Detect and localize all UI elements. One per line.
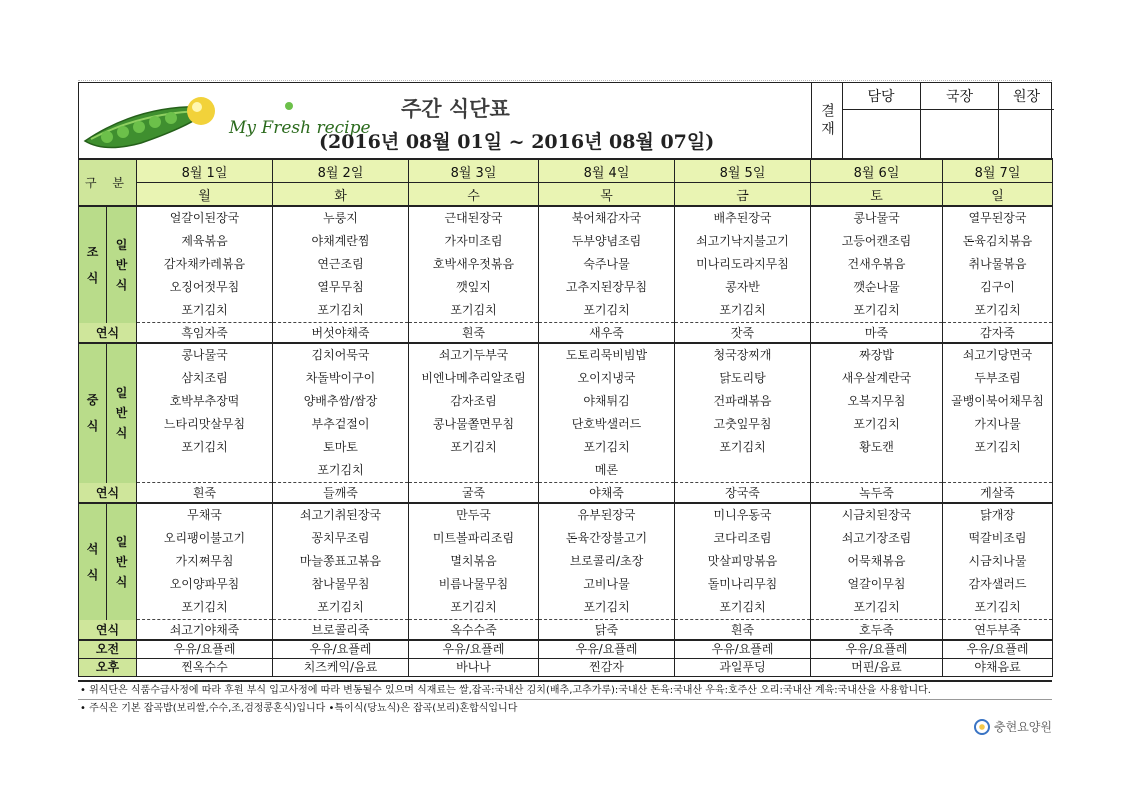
soft-diet-cell: 흰죽 [675,620,811,641]
day-date: 8월 7일 [943,159,1053,183]
menu-cell: 골뱅이북어채무침 [943,390,1053,413]
menu-cell: 청국장찌개 [675,343,811,367]
snack-cell: 우유/요플레 [943,640,1053,659]
menu-cell: 쇠고기당면국 [943,343,1053,367]
menu-cell: 포기김치 [409,299,539,323]
footer-logo [974,718,1052,735]
menu-cell: 고추지된장무침 [539,276,675,299]
breakfast-menu-row [79,253,1053,276]
lunch-menu-row [79,390,1053,413]
menu-cell [675,459,811,483]
menu-cell: 가자미조림 [409,230,539,253]
menu-cell: 포기김치 [943,436,1053,459]
day-date: 8월 5일 [675,159,811,183]
dinner-soft-row [79,620,1053,641]
section-label-char: 석 [86,541,99,556]
menu-cell: 포기김치 [137,596,273,620]
soft-diet-cell: 녹두죽 [811,483,943,504]
menu-cell: 고등어캔조림 [811,230,943,253]
day-weekday: 일 [943,183,1053,207]
menu-cell: 깻순나물 [811,276,943,299]
note-ingredients: • 위식단은 식품수급사정에 따라 후원 부식 입고사정에 따라 변동될수 있으며 식재료는 쌀,잡곡:국내산 김치(배추,고추가루):국내산 돈육:국내산 우육:호주산 오리:국내산 계육:국내산을 사용합니다. [78,682,1052,700]
menu-cell [811,459,943,483]
menu-cell: 포기김치 [811,596,943,620]
lunch-menu-row [79,413,1053,436]
menu-cell: 돌미나리무침 [675,573,811,596]
menu-cell: 포기김치 [409,596,539,620]
menu-cell: 미나리도라지무침 [675,253,811,276]
approval-label [812,83,843,159]
approval-label-text: 결재 [819,103,835,139]
menu-cell: 짜장밥 [811,343,943,367]
menu-cell: 유부된장국 [539,503,675,527]
soft-diet-cell: 흰죽 [409,323,539,344]
menu-cell: 콩나물쫄면무침 [409,413,539,436]
menu-cell: 쇠고기취된장국 [273,503,409,527]
soft-diet-cell: 굴죽 [409,483,539,504]
sub-label-char: 식 [115,277,128,292]
lunch-sub-label [107,343,137,483]
menu-period: (2016년 08월 01일 ~ 2016년 08월 07일) [319,131,715,153]
sub-label-char: 일 [115,534,128,549]
day-date: 8월 4일 [539,159,675,183]
snack-cell: 우유/요플레 [273,640,409,659]
dinner-section-label [79,503,107,620]
menu-cell: 포기김치 [675,596,811,620]
lunch-menu-row [79,459,1053,483]
menu-cell [409,459,539,483]
menu-cell [943,459,1053,483]
sub-label-char: 반 [115,554,128,569]
menu-cell: 미트볼파리조림 [409,527,539,550]
soft-diet-cell: 들깨죽 [273,483,409,504]
snack-cell: 우유/요플레 [539,640,675,659]
breakfast-section-label [79,206,107,323]
soft-diet-cell: 게살죽 [943,483,1053,504]
menu-cell: 고비나물 [539,573,675,596]
menu-cell: 브로콜리/초장 [539,550,675,573]
snack-cell: 찐옥수수 [137,659,273,677]
menu-cell: 비엔나메추리알조림 [409,367,539,390]
notes [78,680,1052,734]
date-row [79,159,1053,183]
menu-sheet [78,82,1052,734]
approval-box [811,83,1054,159]
soft-diet-cell: 닭죽 [539,620,675,641]
menu-cell: 가지쪄무침 [137,550,273,573]
menu-cell: 비름나물무침 [409,573,539,596]
menu-cell: 마늘쫑표고볶음 [273,550,409,573]
menu-cell: 코다리조림 [675,527,811,550]
menu-cell: 포기김치 [137,299,273,323]
menu-cell: 꽁치무조림 [273,527,409,550]
menu-cell: 쇠고기장조림 [811,527,943,550]
menu-cell: 새우살계란국 [811,367,943,390]
dinner-menu-row [79,573,1053,596]
menu-cell: 가지나물 [943,413,1053,436]
soft-diet-cell: 잣죽 [675,323,811,344]
menu-cell: 포기김치 [273,299,409,323]
menu-cell: 깻잎지 [409,276,539,299]
sheet-header [78,82,1052,158]
menu-cell: 포기김치 [539,596,675,620]
menu-cell: 두부조림 [943,367,1053,390]
soft-diet-cell: 브로콜리죽 [273,620,409,641]
section-label-char: 식 [86,270,99,285]
menu-cell: 미니우동국 [675,503,811,527]
day-weekday: 화 [273,183,409,207]
day-date: 8월 3일 [409,159,539,183]
approval-role: 담당 [842,83,920,110]
menu-cell: 두부양념조림 [539,230,675,253]
menu-cell: 포기김치 [943,299,1053,323]
menu-cell: 누룽지 [273,206,409,230]
menu-cell: 포기김치 [943,596,1053,620]
snack-cell: 치즈케익/음료 [273,659,409,677]
am_snack-row [79,640,1053,659]
menu-cell: 제육볶음 [137,230,273,253]
menu-cell: 숙주나물 [539,253,675,276]
menu-cell: 포기김치 [675,436,811,459]
menu-cell: 오이지냉국 [539,367,675,390]
snack-cell: 바나나 [409,659,539,677]
section-label-char: 식 [86,419,99,434]
soft-diet-cell: 새우죽 [539,323,675,344]
day-date: 8월 1일 [137,159,273,183]
menu-cell: 포기김치 [811,299,943,323]
menu-cell [137,459,273,483]
day-weekday: 토 [811,183,943,207]
menu-cell: 근대된장국 [409,206,539,230]
snack-cell: 야채음료 [943,659,1053,677]
sub-label-char: 반 [115,406,128,421]
menu-cell: 취나물볶음 [943,253,1053,276]
lunch-section-label [79,343,107,483]
sub-label-char: 일 [115,237,128,252]
snack-cell: 찐감자 [539,659,675,677]
menu-cell: 쇠고기낙지불고기 [675,230,811,253]
menu-cell: 돈육김치볶음 [943,230,1053,253]
menu-cell: 김치어묵국 [273,343,409,367]
menu-cell: 부추겉절이 [273,413,409,436]
menu-cell: 양배추쌈/쌈장 [273,390,409,413]
lunch-soft-label: 연식 [79,483,137,504]
section-label-char: 중 [86,393,99,408]
approval-role: 원장 [999,83,1054,110]
menu-cell: 참나물무침 [273,573,409,596]
menu-cell: 무채국 [137,503,273,527]
menu-cell: 어묵채볶음 [811,550,943,573]
menu-cell: 오리팽이불고기 [137,527,273,550]
org-emblem-icon [974,719,990,735]
day-date: 8월 2일 [273,159,409,183]
snack-cell: 과일푸딩 [675,659,811,677]
menu-cell: 포기김치 [137,436,273,459]
menu-cell: 오징어젓무침 [137,276,273,299]
menu-cell: 감자조림 [409,390,539,413]
page-title: 주간 식단표 [401,96,510,121]
day-weekday: 월 [137,183,273,207]
menu-cell: 열무무침 [273,276,409,299]
menu-cell: 차돌박이구이 [273,367,409,390]
menu-cell: 닭도리탕 [675,367,811,390]
breakfast-menu-row [79,299,1053,323]
dinner-sub-label [107,503,137,620]
soft-diet-cell: 장국죽 [675,483,811,504]
soft-diet-cell: 흑임자죽 [137,323,273,344]
soft-diet-cell: 흰죽 [137,483,273,504]
breakfast-menu-row [79,206,1053,230]
menu-cell: 단호박샐러드 [539,413,675,436]
soft-diet-cell: 야채죽 [539,483,675,504]
soft-diet-cell: 연두부죽 [943,620,1053,641]
logo-text: My Fresh recipe [229,118,371,138]
menu-cell: 포기김치 [409,436,539,459]
snack-cell: 우유/요플레 [409,640,539,659]
lunch-menu-row [79,367,1053,390]
day-date: 8월 6일 [811,159,943,183]
menu-cell: 얼갈이된장국 [137,206,273,230]
pm_snack-row [79,659,1053,677]
sub-label-char: 식 [115,426,128,441]
menu-cell: 호박부추장떡 [137,390,273,413]
breakfast-soft-label: 연식 [79,323,137,344]
breakfast-menu-row [79,276,1053,299]
lunch-menu-row [79,343,1053,367]
menu-cell: 포기김치 [273,459,409,483]
gubun-label: 구 분 [79,159,137,206]
section-label-char: 조 [86,244,99,259]
menu-cell: 감자채카레볶음 [137,253,273,276]
dinner-soft-label: 연식 [79,620,137,641]
sheet-top-ruler [78,72,1052,81]
snack-cell: 우유/요플레 [675,640,811,659]
menu-cell: 오복지무침 [811,390,943,413]
dinner-menu-row [79,527,1053,550]
menu-cell: 맛살피망볶음 [675,550,811,573]
menu-cell: 얼갈이무침 [811,573,943,596]
dinner-menu-row [79,550,1053,573]
pm_snack-label: 오후 [79,659,137,677]
menu-cell: 오이양파무침 [137,573,273,596]
footer-org-name: 충현요양원 [994,720,1052,734]
menu-cell: 포기김치 [811,413,943,436]
sub-label-char: 반 [115,257,128,272]
approval-col-head[interactable] [999,83,1054,159]
breakfast-sub-label [107,206,137,323]
menu-cell: 시금치된장국 [811,503,943,527]
menu-cell: 만두국 [409,503,539,527]
day-weekday: 목 [539,183,675,207]
menu-cell: 콩자반 [675,276,811,299]
breakfast-menu-row [79,230,1053,253]
menu-cell: 북어채감자국 [539,206,675,230]
soft-diet-cell: 쇠고기야채죽 [137,620,273,641]
approval-col-director[interactable] [921,83,999,159]
menu-cell: 도토리묵비빔밥 [539,343,675,367]
approval-role: 국장 [921,83,998,110]
dinner-menu-row [79,503,1053,527]
menu-cell: 배추된장국 [675,206,811,230]
menu-cell: 감자샐러드 [943,573,1053,596]
menu-cell: 야채튀김 [539,390,675,413]
menu-cell: 쇠고기두부국 [409,343,539,367]
lunch-menu-row [79,436,1053,459]
menu-cell: 떡갈비조림 [943,527,1053,550]
menu-cell: 김구이 [943,276,1053,299]
day-weekday: 수 [409,183,539,207]
menu-cell: 포기김치 [539,436,675,459]
weekday-row [79,183,1053,207]
snack-cell: 우유/요플레 [811,640,943,659]
menu-cell: 고춧잎무침 [675,413,811,436]
menu-cell: 연근조림 [273,253,409,276]
menu-cell: 느타리맛살무침 [137,413,273,436]
snack-cell: 머핀/음료 [811,659,943,677]
menu-cell: 열무된장국 [943,206,1053,230]
soft-diet-cell: 버섯야채죽 [273,323,409,344]
weekly-menu-table [78,158,1053,677]
breakfast-soft-row [79,323,1053,344]
menu-cell: 콩나물국 [811,206,943,230]
menu-cell: 멸치볶음 [409,550,539,573]
menu-cell: 포기김치 [273,596,409,620]
section-label-char: 식 [86,567,99,582]
menu-cell: 야채계란찜 [273,230,409,253]
soft-diet-cell: 감자죽 [943,323,1053,344]
am_snack-label: 오전 [79,640,137,659]
approval-col-staff[interactable] [842,83,921,159]
day-weekday: 금 [675,183,811,207]
menu-cell: 건새우볶음 [811,253,943,276]
menu-cell: 포기김치 [675,299,811,323]
menu-cell: 삼치조림 [137,367,273,390]
menu-cell: 포기김치 [539,299,675,323]
lunch-soft-row [79,483,1053,504]
soft-diet-cell: 호두죽 [811,620,943,641]
menu-cell: 토마토 [273,436,409,459]
snack-cell: 우유/요플레 [137,640,273,659]
menu-cell: 황도캔 [811,436,943,459]
menu-cell: 돈육간장불고기 [539,527,675,550]
note-staple: • 주식은 기본 잡곡밥(보리쌀,수수,조,검정콩혼식)입니다 •특이식(당뇨식)은 잡곡(보리)혼합식입니다 [80,703,518,714]
menu-cell: 메론 [539,459,675,483]
menu-cell: 닭개장 [943,503,1053,527]
menu-cell: 건파래볶음 [675,390,811,413]
menu-cell: 콩나물국 [137,343,273,367]
dinner-menu-row [79,596,1053,620]
soft-diet-cell: 옥수수죽 [409,620,539,641]
soft-diet-cell: 마죽 [811,323,943,344]
sub-label-char: 식 [115,574,128,589]
sub-label-char: 일 [115,386,128,401]
menu-cell: 시금치나물 [943,550,1053,573]
menu-cell: 호박새우젓볶음 [409,253,539,276]
